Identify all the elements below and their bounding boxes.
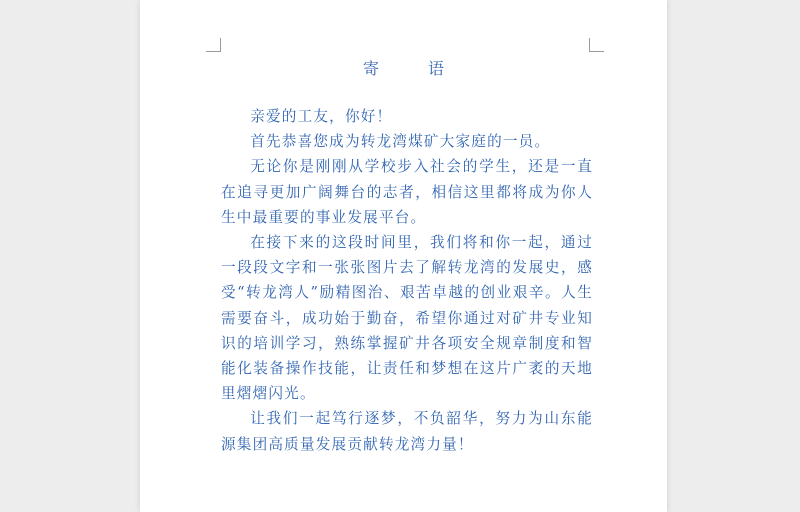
margin-corner-mark-top-right [589, 38, 604, 52]
paragraph-closing: 让我们一起笃行逐梦，不负韶华，努力为山东能源集团高质量发展贡献转龙湾力量！ [221, 410, 593, 453]
paragraph-greeting: 亲爱的工友，你好！ [250, 108, 393, 125]
margin-corner-mark-top-left [206, 38, 221, 52]
paragraph-training: 在接下来的这段时间里，我们将和你一起，通过一段段文字和一张张图片去了解转龙湾的发展史，感受“转龙湾人”励精图治、艰苦卓越的创业艰辛。人生需要奋斗，成功始于勤奋，希望你通过对矿井专业知识的培训学习，熟练掌握矿井各项安全规章制度和智能化装备操作技能，让责任和梦想在这片广袤的天地里熠熠闪光。 [221, 234, 593, 403]
document-body [221, 104, 593, 457]
paragraph-platform: 无论你是刚刚从学校步入社会的学生，还是一直在追寻更加广阔舞台的志者，相信这里都将成为你人生中最重要的事业发展平台。 [221, 158, 593, 226]
document-page [140, 0, 667, 512]
document-title: 寄 语 [362, 59, 467, 78]
paragraph-congratulations: 首先恭喜您成为转龙湾煤矿大家庭的一员。 [250, 133, 551, 151]
